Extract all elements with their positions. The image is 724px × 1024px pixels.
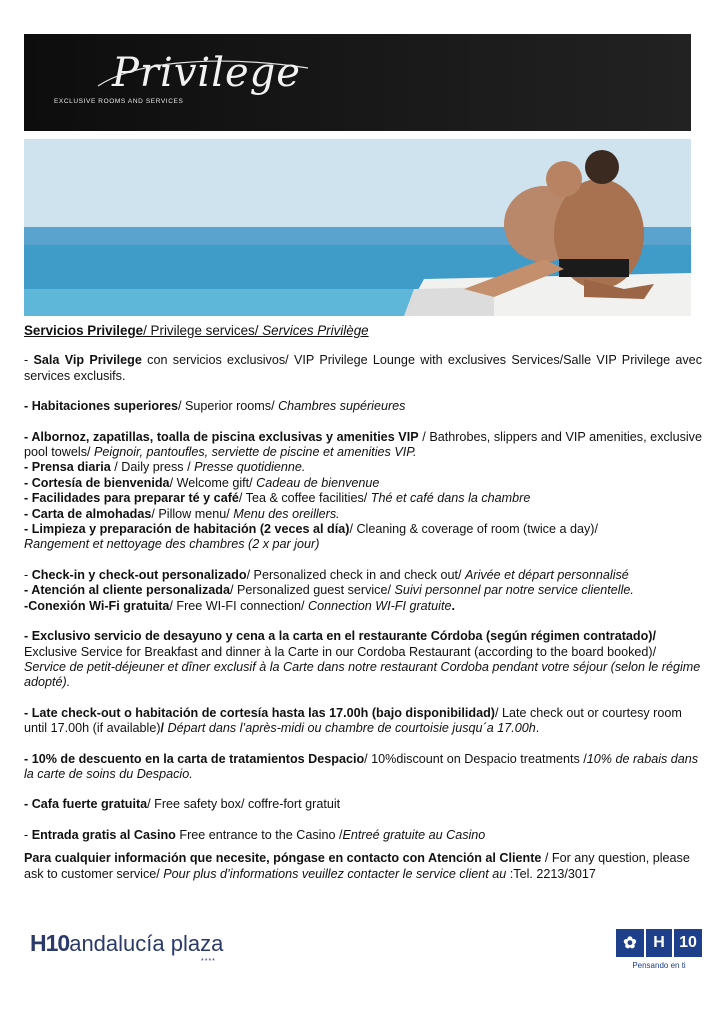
slogan: Pensando en ti bbox=[632, 961, 686, 970]
hero-photo bbox=[24, 139, 691, 316]
item-alb-label: - Albornoz, zapatillas, toalla de piscina exclusivas y amenities VIP bbox=[24, 429, 419, 444]
item-te-en: / Tea & coffee facilities/ bbox=[238, 491, 371, 506]
item-alm-fr: Menu des oreillers. bbox=[233, 506, 340, 521]
item-limpieza bbox=[24, 522, 702, 553]
item-check-fr: Arivée et départ personnalisé bbox=[464, 567, 629, 582]
item-hab-label: - Habitaciones superiores bbox=[24, 399, 178, 414]
item-caja-en: / Free safety box/ coffre-fort gratuit bbox=[147, 797, 341, 812]
item-almohadas bbox=[24, 507, 702, 522]
couple-pool-image bbox=[24, 139, 691, 316]
item-desc-fr: 10% de rabais dans la carte de soins du Despacio. bbox=[24, 751, 699, 781]
privilege-logo: Privilege bbox=[112, 50, 301, 96]
item-prensa-label: - Prensa diaria bbox=[24, 460, 111, 475]
title-es: Servicios Privilege bbox=[24, 323, 144, 338]
item-check-label: Check-in y check-out personalizado bbox=[31, 567, 247, 582]
h-letter: H bbox=[646, 929, 672, 957]
item-casino-fr: Entreé gratuite au Casino bbox=[342, 827, 486, 842]
item-desc-en: / 10%discount on Despacio treatments / bbox=[364, 751, 587, 766]
services-content bbox=[24, 323, 702, 882]
item-wifi: -Conexión Wi-Fi gratuita/ Free WI-FI connection/ Connection WI-FI gratuite. bbox=[24, 598, 455, 613]
item-alm-label: - Carta de almohadas bbox=[24, 506, 152, 521]
item-hab-fr: Chambres supérieures bbox=[278, 399, 406, 414]
item-cort-fr: Cadeau de bienvenue bbox=[256, 475, 380, 490]
item-desayuno bbox=[24, 629, 702, 691]
item-check-en: / Personalized check in and check out/ bbox=[246, 567, 465, 582]
ten-number: 10 bbox=[674, 929, 702, 957]
item-sala-vip: - Sala Vip Privilege con servicios exclusivos/ VIP Privilege Lounge with exclusives Services/Salle VIP Privilege avec services exclusifs. bbox=[24, 353, 702, 383]
contact-en: / For any question, please ask to customer service/ bbox=[24, 851, 690, 881]
item-wifi-en: / Free WI-FI connection/ bbox=[169, 598, 308, 613]
item-wifi-fr: Connection WI-FI gratuite bbox=[307, 598, 452, 613]
item-late-fr: Départ dans l’après-midi ou chambre de courtoisie jusqu´a 17.00h bbox=[167, 721, 536, 736]
item-late-label: - Late check-out o habitación de cortesía hasta las 17.00h (bajo disponibilidad) bbox=[24, 705, 495, 720]
item-prensa-en: / Daily press / bbox=[110, 460, 195, 475]
item-albornoz bbox=[24, 430, 702, 461]
item-alb-en: / Bathrobes, slippers and VIP amenities, exclusive pool towels/ bbox=[24, 429, 702, 460]
item-wifi-label: -Conexión Wi-Fi gratuita bbox=[24, 598, 170, 613]
item-prensa-fr: Presse quotidienne. bbox=[194, 460, 306, 475]
item-limp-label: - Limpieza y preparación de habitación (2 veces al día) bbox=[24, 522, 350, 537]
title-fr: Services Privilège bbox=[262, 323, 369, 338]
item-hab-en: / Superior rooms/ bbox=[177, 399, 279, 414]
item-desa-label: - Exclusivo servicio de desayuno y cena a la carta en el restaurante Córdoba (según régimen contratado)/ bbox=[24, 629, 656, 644]
item-casino-en: Free entrance to the Casino / bbox=[175, 827, 343, 842]
title-en: / Privilege services/ bbox=[143, 323, 263, 338]
item-aten-en: / Personalized guest service/ bbox=[229, 583, 395, 598]
item-cort-label: - Cortesía de bienvenida bbox=[24, 475, 170, 490]
contact-fr: Pour plus d’informations veuillez contacter le service client au bbox=[163, 866, 507, 881]
contact-info bbox=[24, 851, 702, 882]
item-casino-label: Entrada gratis al Casino bbox=[31, 827, 176, 842]
contact-tel: :Tel. 2213/3017 bbox=[506, 866, 596, 881]
hotel-stars: **** bbox=[201, 958, 216, 965]
item-alb-fr: Peignoir, pantoufles, serviette de piscine et amenities VIP. bbox=[94, 445, 417, 460]
item-sala-label: Sala Vip Privilege bbox=[33, 353, 142, 368]
h10-hotels-logo bbox=[616, 929, 702, 970]
item-sala-text: con servicios exclusivos/ VIP Privilege Lounge with exclusives Services/Salle VIP Privilege avec services exclusifs. bbox=[24, 353, 702, 383]
item-checkin: - Check-in y check-out personalizado/ Personalized check in and check out/ Arivée et départ personnalisé bbox=[24, 567, 629, 582]
hotel-name: andalucía plaza bbox=[69, 931, 224, 956]
item-cort-en: / Welcome gift/ bbox=[169, 475, 257, 490]
item-late-en: / Late check out or courtesy room until 17.00h (if available) bbox=[24, 705, 682, 736]
item-late-checkout: - Late check-out o habitación de cortesía hasta las 17.00h (bajo disponibilidad)/ Late check out or courtesy room until 17.00h (if available)/ Départ dans l’après-midi ou chambre de courtoisie jusqu´a 17.00h. bbox=[24, 705, 682, 736]
contact-es: Para cualquier información que necesite, póngase en contacto con Atención al Cliente bbox=[24, 851, 542, 866]
item-aten-fr: Suivi personnel par notre service clientelle. bbox=[394, 583, 634, 598]
item-casino: - Entrada gratis al Casino Free entrance to the Casino /Entreé gratuite au Casino bbox=[24, 827, 486, 842]
item-atencion bbox=[24, 583, 702, 598]
item-limp-fr: Rangement et nettoyage des chambres (2 x par jour) bbox=[24, 537, 320, 552]
h10-brand: H10 bbox=[30, 930, 70, 956]
item-prensa bbox=[24, 460, 702, 475]
item-alm-en: / Pillow menu/ bbox=[151, 506, 234, 521]
services-title bbox=[24, 323, 702, 338]
item-caja-fuerte bbox=[24, 797, 702, 812]
item-te-label: - Facilidades para preparar té y café bbox=[24, 491, 239, 506]
item-limp-en: / Cleaning & coverage of room (twice a day)/ bbox=[349, 522, 598, 537]
item-te-fr: Thé et café dans la chambre bbox=[370, 491, 531, 506]
item-desa-en: Exclusive Service for Breakfast and dinner à la Carte in our Cordoba Restaurant (according to the board booked)/ bbox=[24, 644, 657, 659]
item-te-cafe bbox=[24, 491, 702, 506]
item-descuento bbox=[24, 752, 702, 783]
logo-subtitle: EXCLUSIVE ROOMS AND SERVICES bbox=[54, 98, 184, 105]
item-caja-label: - Cafa fuerte gratuita bbox=[24, 797, 148, 812]
header-banner bbox=[24, 34, 691, 131]
flower-icon: ✿ bbox=[616, 929, 644, 957]
item-cortesia bbox=[24, 476, 702, 491]
item-aten-label: - Atención al cliente personalizada bbox=[24, 583, 230, 598]
item-habitaciones bbox=[24, 399, 702, 414]
item-desa-fr: Service de petit-déjeuner et dîner exclusif à la Carte dans notre restaurant Cordoba pendant votre séjour (selon le régime adopté). bbox=[24, 659, 701, 690]
hotel-logo bbox=[30, 930, 224, 965]
item-desc-label: - 10% de descuento en la carta de tratamientos Despacio bbox=[24, 751, 365, 766]
